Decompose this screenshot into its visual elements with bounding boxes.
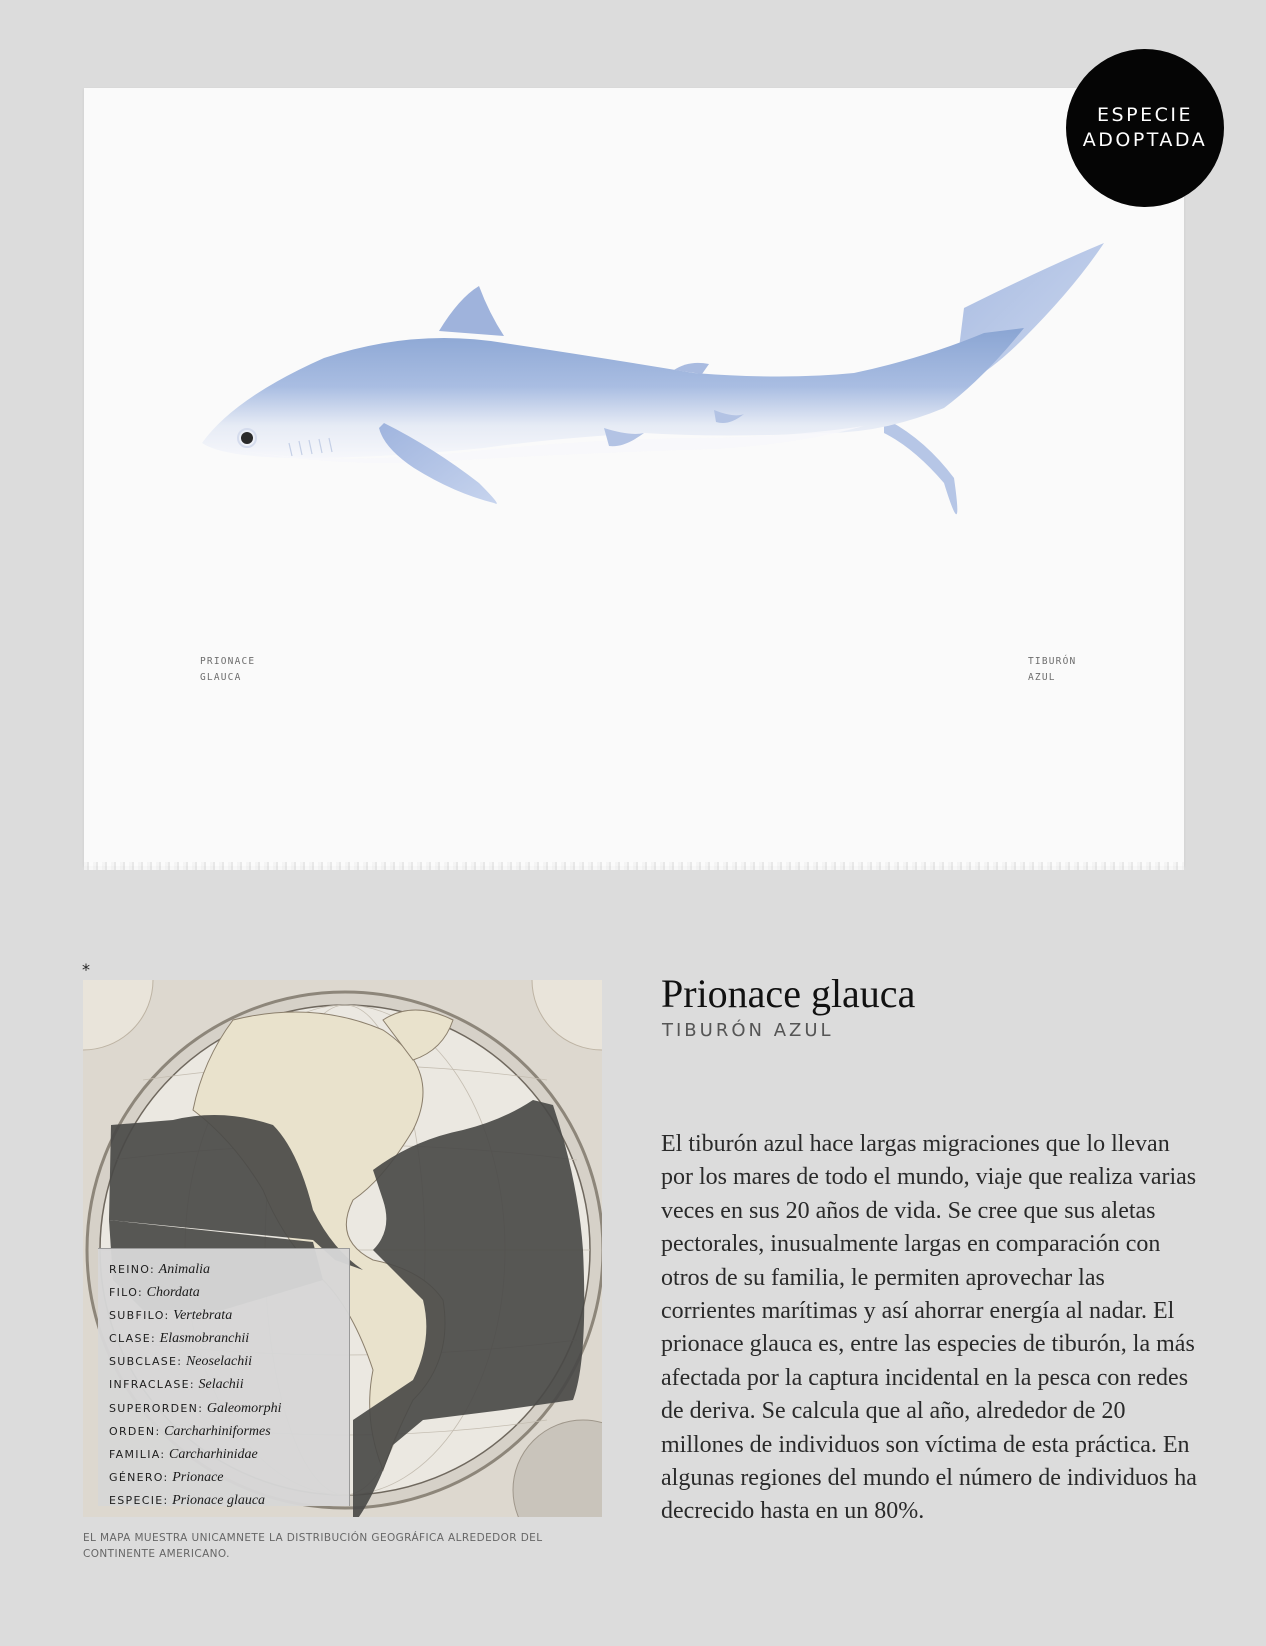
plate-common-line2: AZUL [1028,672,1056,683]
taxonomy-row-filo: FILO: Chordata [109,1285,200,1301]
blue-shark-illustration [84,88,1184,866]
plate-scientific-label [200,654,255,686]
plate-common-line1: TIBURÓN [1028,656,1077,667]
plate-common-label [1028,654,1076,686]
illustration-plate [84,88,1184,866]
badge-line1: ESPECIE [1097,104,1193,126]
badge-line2: ADOPTADA [1082,129,1208,151]
taxonomy-row-clase: CLASE: Elasmobranchii [109,1331,250,1347]
taxonomy-row-subclase: SUBCLASE: Neoselachii [109,1354,253,1370]
taxonomy-row-reino: REINO: Animalia [109,1262,211,1277]
plate-scientific-line2: GLAUCA [200,672,242,683]
map-caption: EL MAPA MUESTRA UNICAMNETE LA DISTRIBUCIÓN GEOGRÁFICA ALREDEDOR DEL CONTINENTE AMERICANO. [83,1532,543,1560]
paper-deckle-edge [84,862,1184,870]
taxonomy-row-orden: ORDEN: Carcharhiniformes [109,1423,271,1439]
distribution-map [83,980,602,1517]
plate-scientific-line1: PRIONACE [200,656,256,667]
adopted-species-badge [1066,49,1224,207]
taxonomy-row-especie: ESPECIE: Prionace glauca [109,1492,266,1508]
map-asterisk: * [82,960,90,979]
taxonomy-row-subfilo: SUBFILO: Vertebrata [109,1308,233,1324]
taxonomy-row-superorden: SUPERORDEN: Galeomorphi [109,1400,282,1416]
species-common-name: TIBURÓN AZUL [662,1020,834,1041]
taxonomy-list [98,1248,350,1506]
species-scientific-name: Prionace glauca [661,971,916,1016]
taxonomy-row-genero: GÉNERO: Prionace [109,1469,224,1485]
taxonomy-row-infraclase: INFRACLASE: Selachii [109,1377,244,1393]
taxonomy-row-familia: FAMILIA: Carcharhinidae [109,1446,258,1462]
species-description: El tiburón azul hace largas migraciones que lo llevan por los mares de todo el mundo, viaje que realiza varias veces en sus 20 años de vida. Se cree que sus aletas pectorales, inusualmente largas en comparación con otros de su familia, le permiten aprovechar las corrientes marítimas y así ahorrar energía al nadar. El prionace glauca es, entre las especies de tiburón, la más afectada por la captura incidental en la pesca con redes de deriva. Se calcula que al año, alrededor de 20 millones de individuos son víctima de esta práctica. En algunas regiones del mundo el número de individuos ha decrecido hasta en un 80%. [661,1131,1197,1525]
